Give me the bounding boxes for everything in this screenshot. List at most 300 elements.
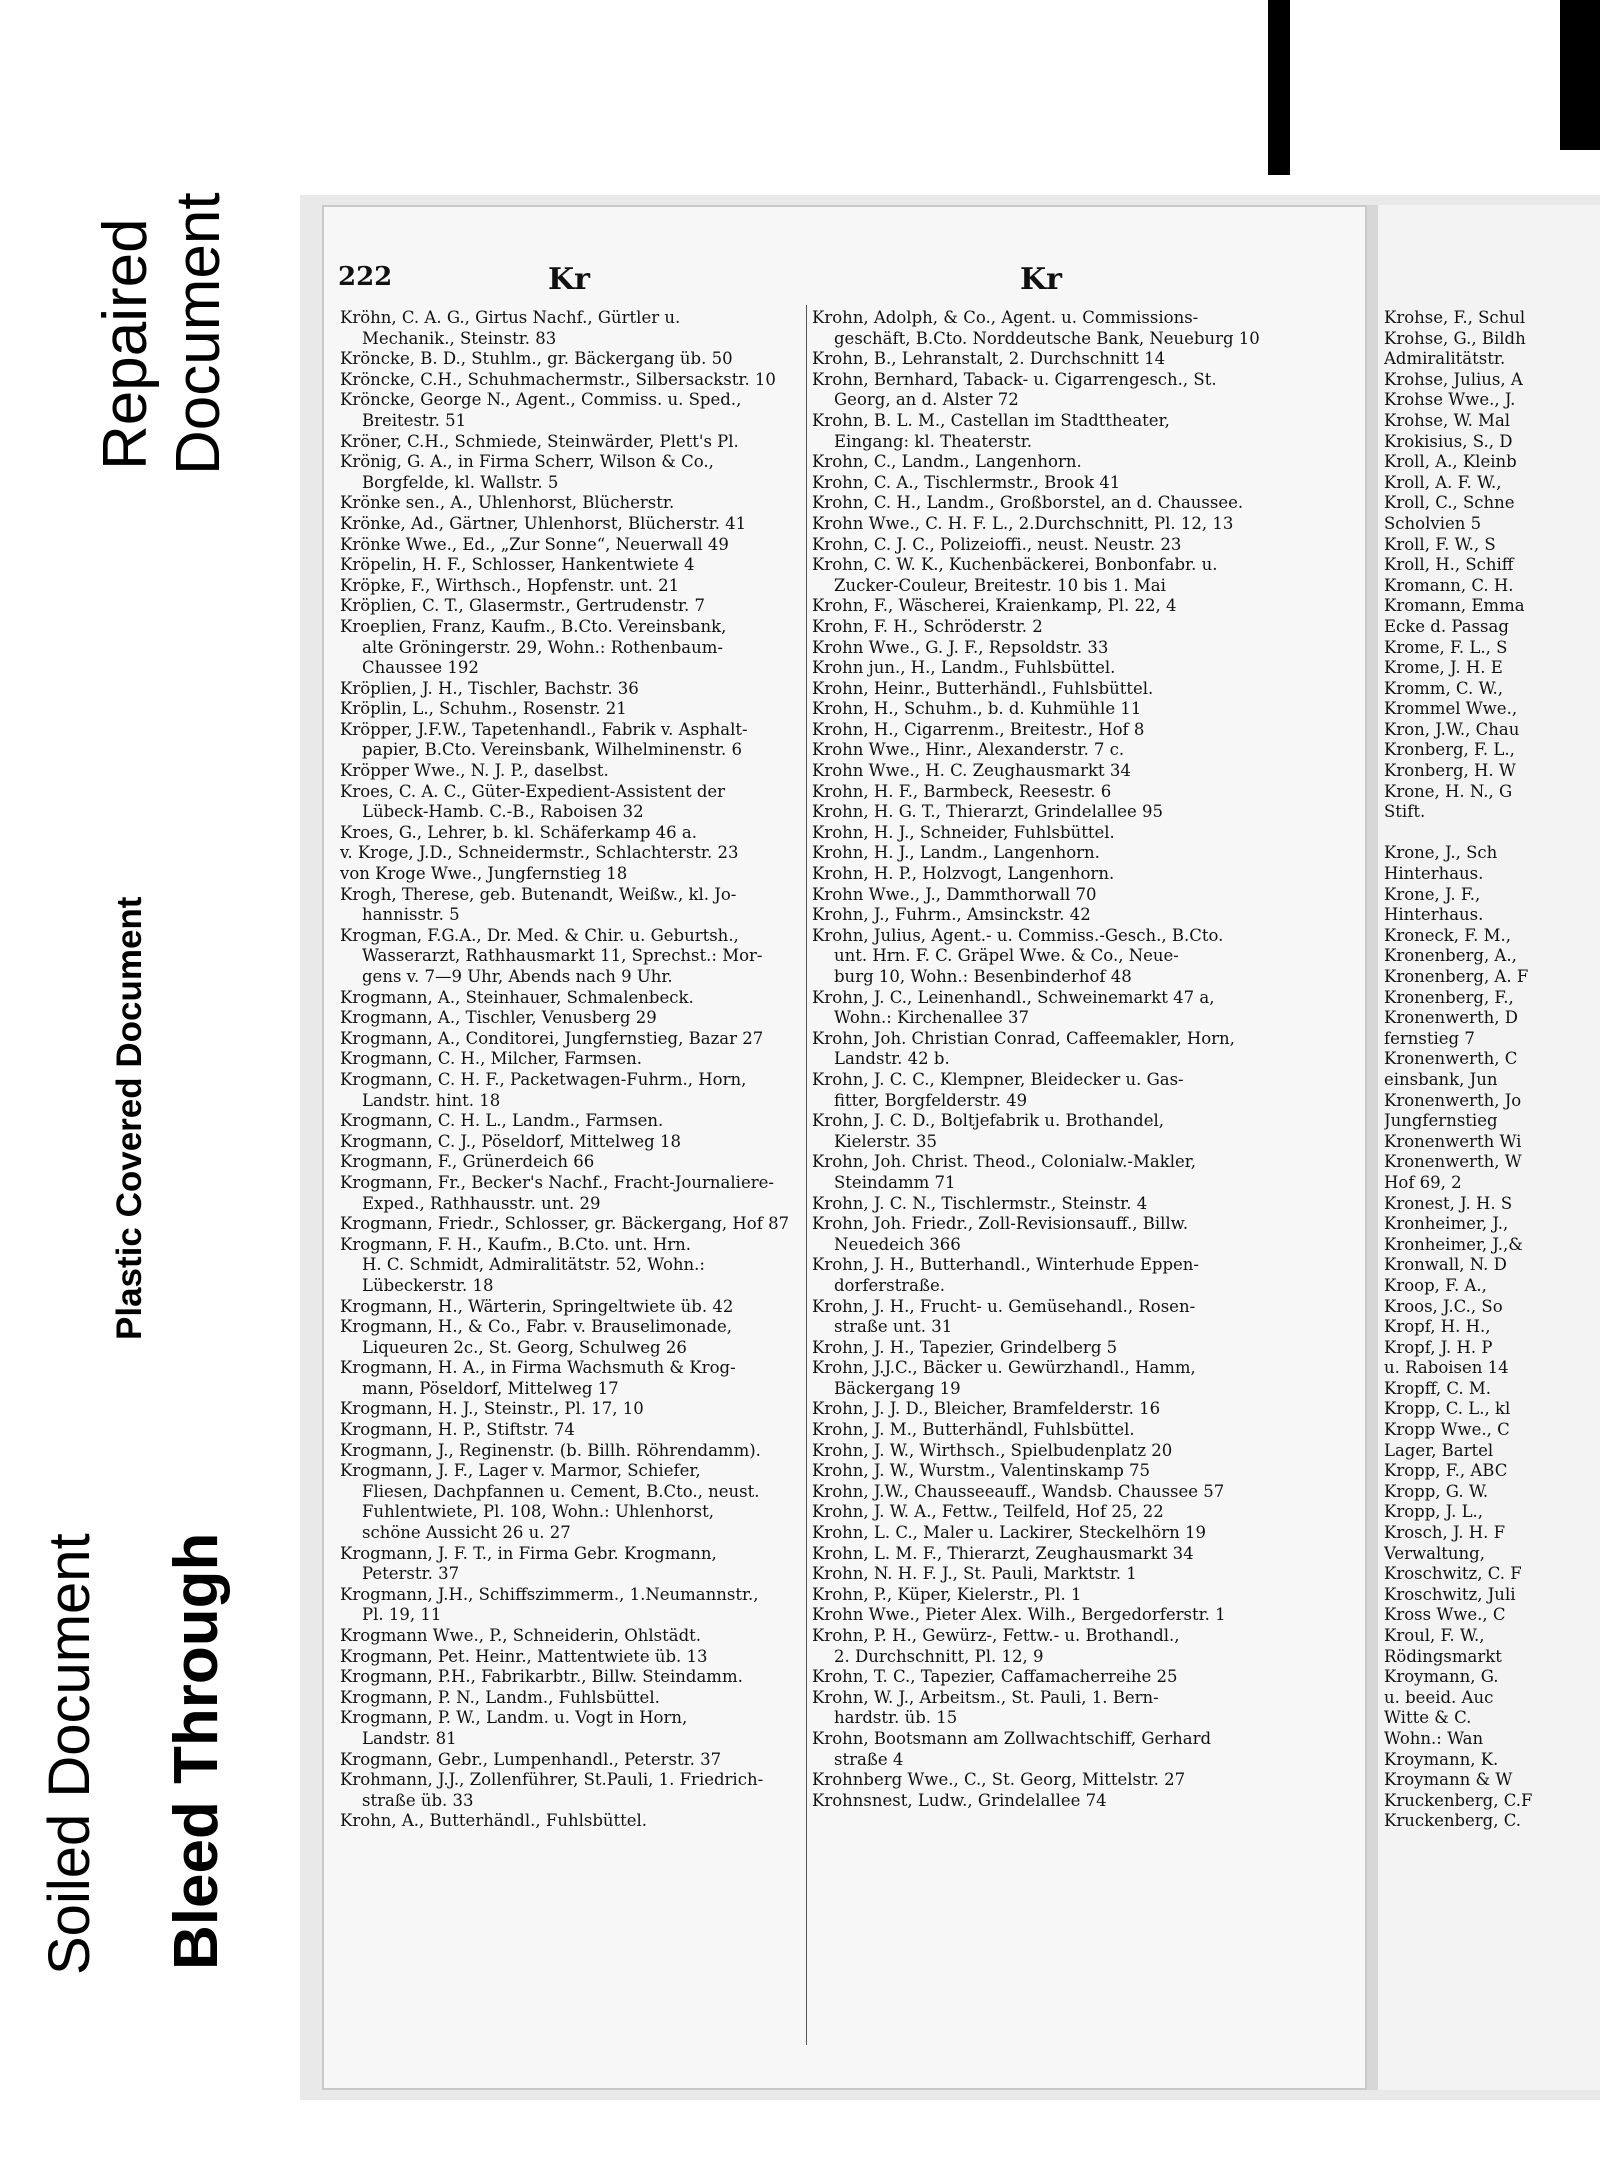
fragment-line: Kroos, J.C., So [1384,1296,1503,1316]
directory-entry [340,926,802,988]
directory-entry [340,1297,802,1318]
entry-line: Krogmann, C. H., Milcher, Farmsen. [340,1049,643,1069]
entry-line: Krohn, J. W., Wirthsch., Spielbudenplatz 20 [812,1440,1173,1460]
directory-entry [812,555,1304,596]
entry-line: Krohn, Joh. Christian Conrad, Caffeemakler, Horn, [812,1028,1235,1048]
entry-continuation-line: schöne Aussicht 26 u. 27 [362,1523,571,1543]
directory-entry [812,1358,1304,1399]
entry-continuation-line: straße unt. 31 [834,1317,953,1337]
directory-entry [812,1544,1304,1565]
middle-directory-column [812,308,1304,1811]
entry-line: Krohnberg Wwe., C., St. Georg, Mittelstr. 27 [812,1770,1186,1790]
directory-entry [340,782,802,823]
entry-line: Krohn, C. A., Tischlermstr., Brook 41 [812,472,1121,492]
entry-line: Krohn Wwe., H. C. Zeughausmarkt 34 [812,761,1131,781]
directory-entry [340,1708,802,1749]
directory-entry [812,679,1304,700]
directory-entry [812,1420,1304,1441]
entry-line: Krogmann, J. F., Lager v. Marmor, Schiefer, [340,1461,701,1481]
entry-line: Krohn Wwe., J., Dammthorwall 70 [812,884,1097,904]
entry-line: Krogmann, J. F. T., in Firma Gebr. Krogmann, [340,1543,717,1563]
fragment-line: Kropp, J. L., [1384,1502,1484,1522]
directory-entry [340,843,802,864]
soiled-document-label: Soiled Document [37,1533,102,1975]
directory-entry [340,1070,802,1111]
entry-line: Krogmann, Pet. Heinr., Mattentwiete üb. 13 [340,1646,708,1666]
fragment-line: Kroll, A. F. W., [1384,472,1502,492]
fragment-line: Verwaltung, [1384,1543,1485,1563]
bleed-through-label: Bleed Through [162,1532,231,1970]
entry-continuation-line: Eingang: kl. Theaterstr. [834,431,1033,451]
fragment-line: Kronwall, N. D [1384,1255,1507,1275]
fragment-line: Hof 69, 2 [1384,1172,1462,1192]
directory-entry [340,885,802,926]
entry-continuation-line: Georg, an d. Alster 72 [834,390,1019,410]
directory-entry [340,699,802,720]
directory-entry [340,1544,802,1585]
entry-line: Kröplien, C. T., Glasermstr., Gertrudenstr. 7 [340,596,706,616]
entry-continuation-line: Peterstr. 37 [362,1564,460,1584]
right-page [1378,205,1600,2090]
entry-continuation-line: Zucker-Couleur, Breitestr. 10 bis 1. Mai [834,575,1166,595]
directory-entry [812,1482,1304,1503]
directory-entry [812,823,1304,844]
entry-line: Krohn Wwe., Hinr., Alexanderstr. 7 c. [812,740,1125,760]
plastic-covered-label: Plastic Covered Document [110,896,149,1340]
entry-continuation-line: Bäckergang 19 [834,1378,961,1398]
repaired-label: Repaired [91,218,160,470]
entry-line: von Kroge Wwe., Jungfernstieg 18 [340,864,628,884]
entry-line: Krönke, Ad., Gärtner, Uhlenhorst, Blücherstr. 41 [340,513,747,533]
directory-entry [812,1770,1304,1791]
entry-line: Krohn, C., Landm., Langenhorn. [812,452,1082,472]
fragment-line: Krohse, G., Bildh [1384,328,1526,348]
entry-line: Krogmann, J., Reginenstr. (b. Billh. Röhrendamm). [340,1440,761,1460]
directory-entry [812,473,1304,494]
fragment-line: Kropff, C. M. [1384,1378,1492,1398]
entry-line: Krohn, L. C., Maler u. Lackirer, Steckelhörn 19 [812,1523,1206,1543]
entry-continuation-line: 2. Durchschnitt, Pl. 12, 9 [834,1646,1044,1666]
entry-line: Krohn, Julius, Agent.- u. Commiss.-Gesch., B.Cto. [812,925,1224,945]
directory-entry [812,864,1304,885]
directory-entry [340,1647,802,1668]
entry-continuation-line: geschäft, B.Cto. Norddeutsche Bank, Neueburg 10 [834,328,1260,348]
directory-entry [340,1626,802,1647]
fragment-line: Kronenwerth, Jo [1384,1090,1522,1110]
entry-line: Krohn, H., Schuhm., b. d. Kuhmühle 11 [812,699,1142,719]
entry-line: Krohn, J. W., Wurstm., Valentinskamp 75 [812,1461,1151,1481]
entry-continuation-line: Liqueuren 2c., St. Georg, Schulweg 26 [362,1337,687,1357]
fragment-line: Krone, J., Sch [1384,843,1498,863]
entry-line: Krohn, Joh. Christ. Theod., Colonialw.-Makler, [812,1152,1197,1172]
fragment-line: einsbank, Jun [1384,1069,1498,1089]
directory-entry [340,493,802,514]
entry-line: Krohn, N. H. F. J., St. Pauli, Marktstr. 1 [812,1564,1137,1584]
fragment-line: u. Raboisen 14 [1384,1358,1509,1378]
directory-entry [340,390,802,431]
directory-entry [340,432,802,453]
entry-line: Krohn, J. H., Tapezier, Grindelberg 5 [812,1337,1118,1357]
directory-entry [340,761,802,782]
entry-continuation-line: Exped., Rathhausstr. unt. 29 [362,1193,601,1213]
entry-continuation-line: Lübeckerstr. 18 [362,1275,494,1295]
directory-entry [340,1750,802,1771]
directory-entry [340,308,802,349]
fragment-line: Krome, F. L., S [1384,637,1508,657]
entry-line: Krohn, H. P., Holzvogt, Langenhorn. [812,864,1115,884]
entry-line: Krohn, A., Butterhändl., Fuhlsbüttel. [340,1811,648,1831]
fragment-line: Hinterhaus. [1384,864,1484,884]
entry-line: Krönke Wwe., Ed., „Zur Sonne“, Neuerwall 49 [340,534,729,554]
entry-line: Krohn, B. L. M., Castellan im Stadttheater, [812,410,1170,430]
entry-continuation-line: alte Gröningerstr. 29, Wohn.: Rothenbaum- [362,637,723,657]
fragment-line: Krohse Wwe., J. [1384,390,1516,410]
directory-entry [340,1688,802,1709]
fragment-line: Krohse, W. Mal [1384,410,1511,430]
directory-entry [340,617,802,679]
fragment-line: Krone, H. N., G [1384,781,1513,801]
entry-line: Krogmann, Gebr., Lumpenhandl., Peterstr. 37 [340,1749,722,1769]
fragment-line: Kronheimer, J., [1384,1214,1509,1234]
entry-line: Kröpke, F., Wirthsch., Hopfenstr. unt. 21 [340,575,680,595]
fragment-line: Krommel Wwe., [1384,699,1518,719]
entry-continuation-line: Wohn.: Kirchenallee 37 [834,1008,1029,1028]
entry-continuation-line: Fliesen, Dachpfannen u. Cement, B.Cto., neust. [362,1481,760,1501]
entry-line: Krönke sen., A., Uhlenhorst, Blücherstr. [340,493,675,513]
directory-entry [340,555,802,576]
fragment-line: Kruckenberg, C.F [1384,1790,1533,1810]
entry-line: Krohn, W. J., Arbeitsm., St. Pauli, 1. Bern- [812,1687,1159,1707]
directory-entry [340,1008,802,1029]
entry-line: Kröncke, B. D., Stuhlm., gr. Bäckergang üb. 50 [340,349,733,369]
fragment-line: Krone, J. F., [1384,884,1481,904]
document-label: Document [164,192,233,475]
directory-entry [340,988,802,1009]
black-bar-top [1268,0,1290,175]
entry-line: Krohn, Heinr., Butterhändl., Fuhlsbüttel. [812,678,1154,698]
directory-entry [812,370,1304,411]
entry-line: Krohnsnest, Ludw., Grindelallee 74 [812,1790,1107,1810]
entry-line: Krogh, Therese, geb. Butenandt, Weißw., kl. Jo- [340,884,737,904]
entry-line: Krogmann, Friedr., Schlosser, gr. Bäckergang, Hof 87 [340,1214,790,1234]
directory-entry [812,411,1304,452]
page-number: 222 [338,262,393,292]
fragment-line: Kroll, H., Schiff [1384,555,1514,575]
entry-line: Krogmann, H. J., Steinstr., Pl. 17, 10 [340,1399,644,1419]
directory-entry [812,1564,1304,1585]
entry-continuation-line: dorferstraße. [834,1275,945,1295]
entry-continuation-line: Breitestr. 51 [362,410,467,430]
fragment-line: Kroll, F. W., S [1384,534,1496,554]
entry-line: Krogmann, F. H., Kaufm., B.Cto. unt. Hrn. [340,1234,691,1254]
entry-line: Krohn, Bernhard, Taback- u. Cigarrengesch., St. [812,369,1217,389]
entry-line: Krohn, B., Lehranstalt, 2. Durchschnitt 14 [812,349,1166,369]
directory-entry [812,1523,1304,1544]
fragment-line: Kropp, F., ABC [1384,1461,1508,1481]
entry-line: Krohn, T. C., Tapezier, Caffamacherreihe 25 [812,1667,1178,1687]
entry-line: Krohn, F., Wäscherei, Kraienkamp, Pl. 22, 4 [812,596,1177,616]
entry-continuation-line: Landstr. 81 [362,1728,457,1748]
fragment-line: Kropp, G. W. [1384,1481,1489,1501]
book-gutter [1367,205,1378,2090]
entry-line: Kröpper, J.F.W., Tapetenhandl., Fabrik v. Asphalt- [340,719,748,739]
fragment-line: Krome, J. H. E [1384,658,1503,678]
entry-line: Kroes, G., Lehrer, b. kl. Schäferkamp 46 a. [340,822,697,842]
entry-line: Krogmann, A., Steinhauer, Schmalenbeck. [340,987,694,1007]
directory-entry [812,617,1304,638]
entry-line: Krohn, H. J., Landm., Langenhorn. [812,843,1100,863]
entry-line: Kroes, C. A. C., Güter-Expedient-Assistent der [340,781,726,801]
directory-entry [812,535,1304,556]
fragment-line: Kronenberg, A. F [1384,967,1529,986]
fragment-line: Krosch, J. H. F [1384,1523,1506,1543]
directory-entry [812,1029,1304,1070]
entry-line: Krohn, H. J., Schneider, Fuhlsbüttel. [812,822,1115,842]
directory-entry [340,720,802,761]
directory-entry [812,926,1304,988]
entry-continuation-line: Neuedeich 366 [834,1234,961,1254]
entry-continuation-line: Landstr. 42 b. [834,1049,950,1069]
entry-continuation-line: mann, Pöseldorf, Mittelweg 17 [362,1378,619,1398]
entry-continuation-line: straße 4 [834,1749,904,1769]
directory-entry [812,905,1304,926]
directory-entry [812,1338,1304,1359]
entry-line: Krogmann, J.H., Schiffszimmerm., 1.Neumannstr., [340,1584,759,1604]
directory-entry [340,1770,802,1811]
directory-entry [812,885,1304,906]
directory-entry [340,1441,802,1462]
entry-line: Krogmann, H., & Co., Fabr. v. Brauselimonade, [340,1317,733,1337]
directory-entry [340,452,802,493]
fragment-line [1384,823,1600,844]
directory-entry [812,740,1304,761]
directory-entry [812,514,1304,535]
entry-line: Krohn, H. G. T., Thierarzt, Grindelallee 95 [812,802,1164,822]
directory-entry [812,493,1304,514]
fragment-line: Jungfernstieg [1384,1111,1498,1131]
entry-continuation-line: hannisstr. 5 [362,905,460,925]
directory-entry [340,823,802,844]
directory-entry [812,1255,1304,1296]
label-panel [0,0,300,2177]
directory-entry [340,1111,802,1132]
directory-entry [812,1070,1304,1111]
entry-continuation-line: hardstr. üb. 15 [834,1708,958,1728]
directory-entry [812,596,1304,617]
directory-entry [812,1194,1304,1215]
directory-entry [812,1399,1304,1420]
entry-line: Kröhn, C. A. G., Girtus Nachf., Gürtler u. [340,308,681,327]
directory-entry [812,638,1304,659]
fragment-line: Rödingsmarkt [1384,1646,1502,1666]
entry-line: Krogmann, P. W., Landm. u. Vogt in Horn, [340,1708,688,1728]
fragment-line: Kronberg, H. W [1384,761,1516,781]
entry-line: Kröner, C.H., Schmiede, Steinwärder, Plett's Pl. [340,431,739,451]
directory-entry [340,1173,802,1214]
entry-line: Kröncke, George N., Agent., Commiss. u. Sped., [340,390,742,410]
fragment-line: Kromann, Emma [1384,596,1525,616]
fragment-line: u. beeid. Auc [1384,1687,1494,1707]
fragment-line: fernstieg 7 [1384,1028,1475,1048]
entry-line: Krohn, J. C., Leinenhandl., Schweinemarkt 47 a, [812,987,1215,1007]
entry-line: Krohn, P., Küper, Kielerstr., Pl. 1 [812,1584,1082,1604]
entry-line: Krohn, C. H., Landm., Großborstel, an d. Chaussee. [812,493,1244,513]
entry-line: Krohn, P. H., Gewürz-, Fettw.- u. Brothandl., [812,1626,1180,1645]
entry-line: Krohn, J. M., Butterhändl, Fuhlsbüttel. [812,1420,1135,1440]
directory-entry [812,720,1304,741]
entry-continuation-line: Kielerstr. 35 [834,1131,937,1151]
fragment-line: Kroneck, F. M., [1384,925,1512,945]
fragment-line: Kronenberg, F., [1384,987,1514,1007]
entry-line: Krönig, G. A., in Firma Scherr, Wilson & Co., [340,452,714,472]
directory-entry [340,1214,802,1235]
directory-entry [340,1358,802,1399]
entry-line: Krogmann, C. J., Pöseldorf, Mittelweg 18 [340,1131,681,1151]
directory-entry [340,349,802,370]
fragment-line: Kross Wwe., C [1384,1605,1506,1625]
directory-entry [812,843,1304,864]
fragment-line: Hinterhaus. [1384,905,1484,925]
directory-entry [812,1152,1304,1193]
fragment-line: Kropp, C. L., kl [1384,1399,1511,1419]
entry-line: Krogman, F.G.A., Dr. Med. & Chir. u. Geburtsh., [340,925,739,945]
directory-entry [812,1214,1304,1255]
entry-line: Kröplin, L., Schuhm., Rosenstr. 21 [340,699,627,719]
entry-line: Krogmann, A., Conditorei, Jungfernstieg, Bazar 27 [340,1028,764,1048]
directory-entry [812,1605,1304,1626]
fragment-line: Kroul, F. W., [1384,1626,1485,1645]
entry-line: Krogmann, H., Wärterin, Springeltwiete üb. 42 [340,1296,734,1316]
entry-continuation-line: H. C. Schmidt, Admiralitätstr. 52, Wohn.: [362,1255,705,1275]
directory-entry [812,1297,1304,1338]
directory-entry [340,1132,802,1153]
entry-line: v. Kroge, J.D., Schneidermstr., Schlachterstr. 23 [340,843,739,863]
entry-line: Krohn Wwe., C. H. F. L., 2.Durchschnitt, Pl. 12, 13 [812,513,1234,533]
entry-line: Krohn, L. M. F., Thierarzt, Zeughausmarkt 34 [812,1543,1194,1563]
entry-line: Krohn, Joh. Friedr., Zoll-Revisionsauff., Billw. [812,1214,1189,1234]
directory-entry [812,1502,1304,1523]
entry-line: Krogmann, H. P., Stiftstr. 74 [340,1420,575,1440]
running-head-left: Kr [548,262,590,297]
fragment-line: Kronest, J. H. S [1384,1193,1513,1213]
directory-entry [812,1461,1304,1482]
fragment-line: Wohn.: Wan [1384,1728,1484,1748]
fragment-line: Krohse, F., Schul [1384,308,1526,327]
fragment-line: Kroll, C., Schne [1384,493,1515,513]
fragment-line: Admiralitätstr. [1384,349,1506,369]
directory-entry [812,782,1304,803]
entry-continuation-line: Pl. 19, 11 [362,1605,442,1625]
entry-continuation-line: Mechanik., Steinstr. 83 [362,328,557,348]
directory-entry [340,1399,802,1420]
entry-continuation-line: gens v. 7—9 Uhr, Abends nach 9 Uhr. [362,967,673,986]
directory-entry [812,1791,1304,1812]
fragment-line: Krokisius, S., D [1384,431,1513,451]
directory-entry [340,1461,802,1543]
fragment-line: Kroymann & W [1384,1770,1513,1790]
directory-entry [340,679,802,700]
directory-entry [812,1688,1304,1729]
fragment-line: Kronenwerth Wi [1384,1131,1522,1151]
entry-line: Krohn, J. J. D., Bleicher, Bramfelderstr. 16 [812,1399,1161,1419]
directory-entry [812,308,1304,349]
directory-entry [812,1667,1304,1688]
directory-entry [340,596,802,617]
directory-entry [340,1029,802,1050]
fragment-line: Ecke d. Passag [1384,616,1509,636]
directory-entry [812,988,1304,1029]
entry-continuation-line: Chaussee 192 [362,658,479,678]
entry-line: Krohn, J. H., Frucht- u. Gemüsehandl., Rosen- [812,1296,1196,1316]
fragment-line: Kroop, F. A., [1384,1275,1487,1295]
fragment-line: Kronenwerth, W [1384,1152,1522,1172]
directory-entry [812,349,1304,370]
directory-entry [340,1049,802,1070]
entry-line: Krohn, J.W., Chausseeauff., Wandsb. Chaussee 57 [812,1481,1225,1501]
entry-line: Krohn, J. C. N., Tischlermstr., Steinstr. 4 [812,1193,1148,1213]
directory-entry [340,1235,802,1297]
entry-line: Krogmann, H. A., in Firma Wachsmuth & Krog- [340,1358,736,1378]
entry-line: Krohn, H. F., Barmbeck, Reesestr. 6 [812,781,1112,801]
entry-line: Krohn, J., Fuhrm., Amsinckstr. 42 [812,905,1091,925]
fragment-line: Kronberg, F. L., [1384,740,1515,760]
fragment-line: Kropf, H. H., [1384,1317,1491,1337]
directory-entry [812,1441,1304,1462]
entry-line: Krohn, J. C. D., Boltjefabrik u. Brothandel, [812,1111,1165,1131]
entry-line: Kröpelin, H. F., Schlosser, Hankentwiete 4 [340,555,695,575]
fragment-line: Kronenberg, A., [1384,946,1517,966]
directory-entry [812,1626,1304,1667]
fragment-line: Kroschwitz, Juli [1384,1584,1516,1604]
directory-entry [340,514,802,535]
black-bar-right [1560,0,1600,150]
directory-entry [340,535,802,556]
entry-continuation-line: burg 10, Wohn.: Besenbinderhof 48 [834,967,1132,986]
entry-continuation-line: Fuhlentwiete, Pl. 108, Wohn.: Uhlenhorst, [362,1502,714,1522]
entry-line: Krogmann, C. H. L., Landm., Farmsen. [340,1111,664,1131]
fragment-line: Kroll, A., Kleinb [1384,452,1517,472]
entry-line: Krogmann, A., Tischler, Venusberg 29 [340,1008,657,1028]
directory-entry [812,699,1304,720]
entry-line: Krogmann, P.H., Fabrikarbtr., Billw. Steindamm. [340,1667,743,1687]
entry-continuation-line: papier, B.Cto. Vereinsbank, Wilhelminenstr. 6 [362,740,743,760]
directory-entry [812,658,1304,679]
fragment-line: Kromann, C. H. [1384,575,1514,595]
directory-entry [812,802,1304,823]
entry-line: Krogmann, Fr., Becker's Nachf., Fracht-Journaliere- [340,1172,774,1192]
directory-entry [340,1317,802,1358]
entry-line: Kröpper Wwe., N. J. P., daselbst. [340,761,609,781]
right-fragment-column [1384,308,1600,1832]
entry-line: Krohn, Adolph, & Co., Agent. u. Commissions- [812,308,1199,327]
running-head-right: Kr [1020,262,1062,297]
fragment-line: Kronenwerth, D [1384,1008,1518,1028]
directory-entry [812,452,1304,473]
directory-entry [812,1729,1304,1770]
directory-entry [340,576,802,597]
entry-line: Krohn, Bootsmann am Zollwachtschiff, Gerhard [812,1728,1212,1748]
fragment-line: Kronenwerth, C [1384,1049,1518,1069]
entry-line: Krohn, J. W. A., Fettw., Teilfeld, Hof 25, 22 [812,1502,1164,1522]
entry-line: Krohn Wwe., G. J. F., Repsoldstr. 33 [812,637,1109,657]
fragment-line: Witte & C. [1384,1708,1472,1728]
fragment-line: Kropf, J. H. P [1384,1337,1493,1357]
entry-continuation-line: Landstr. hint. 18 [362,1090,501,1110]
entry-line: Krohmann, J.J., Zollenführer, St.Pauli, 1. Friedrich- [340,1770,764,1790]
entry-line: Krohn, J. H., Butterhandl., Winterhude Eppen- [812,1255,1199,1275]
entry-line: Krohn jun., H., Landm., Fuhlsbüttel. [812,658,1116,678]
entry-continuation-line: straße üb. 33 [362,1790,474,1810]
